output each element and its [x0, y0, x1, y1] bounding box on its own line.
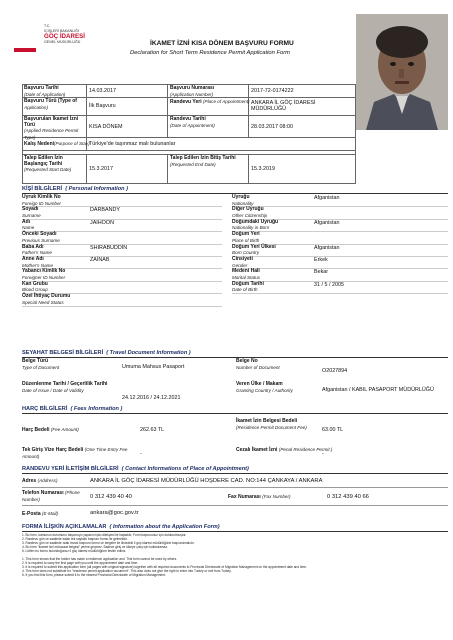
- issuer-value: Afganistan / KABIL PASAPORT MÜDÜRLÜĞÜ: [322, 387, 434, 393]
- issue-date-value: 24.12.2016 / 24.12.2021: [122, 395, 181, 401]
- start-date-label: Talep Edilen İzin Başlangıç Tarihi (Requested Start Date): [24, 155, 72, 173]
- note-line: 1. Bu form, kamunun durumunu başvuruyu yapanın işbu dilekçesi ile başlatılır. Form başvurunuz için doldurulmuştur.: [22, 533, 187, 537]
- notes-section-title: FORMA İLİŞKİN AÇIKLAMALAR ( Information about the Application Form): [22, 524, 220, 530]
- info-row-value: Afganistan: [314, 219, 340, 226]
- doc-type-label: Belge Türü Type of Document: [22, 358, 60, 370]
- info-row-label: Diğer Uyruğu Other Citizenship: [232, 206, 268, 218]
- note-line: 2. Randevu gün ve saatinde kalan tek sayfalık başvuru formu ile gelmelidir.: [22, 537, 128, 541]
- note-line: 3. It is required to submit this application form (all pages with original signature) together with all required documents to Provincial Directorate of Migration Management on the appointment date and time.: [22, 565, 307, 569]
- penalty-label: Cezalı İkamet İzni (Penal Residence Permit ): [236, 447, 333, 453]
- info-row-value: JAIHOON: [90, 219, 114, 226]
- info-row: [232, 195, 448, 207]
- card-fee-label: İkamet İzin Belgesi Bedeli (Residence Permit Document Fee): [236, 418, 307, 430]
- info-row-value: Erkek: [314, 256, 328, 263]
- info-row: [232, 207, 448, 219]
- appointment-date-label: Randevu Tarihi (Date of Appointment): [170, 116, 215, 128]
- note-line: 4. Bu form "ikamet izni müracaat belgesi" yerine geçmez. Sadece giriş ve ülkeye çıkış için kullanılamaz.: [22, 545, 168, 549]
- info-row-value: ZAİNAB: [90, 256, 110, 263]
- note-line: 1. This form shows that the holder has made a residence application and. This form cannot be used by others.: [22, 557, 178, 561]
- fax-label: Fax Numarası (Fax Number): [228, 494, 291, 500]
- email-value: ankara@goc.gov.tr: [90, 510, 139, 516]
- crescent-star-logo-icon: [8, 18, 42, 58]
- fax-value: 0 312 439 40 66: [327, 494, 369, 500]
- purpose-label: Kalış Nedeni(Purpose of Stay): [24, 141, 90, 147]
- issuer-label: Veren Ülke / Makam Granting Country / Authority: [236, 381, 293, 393]
- info-row-label: Medeni Hali Marital Status: [232, 268, 261, 280]
- doc-type-value: Umuma Mahsus Pasaport: [122, 364, 185, 370]
- penalty-value: -: [322, 451, 324, 457]
- page-subtitle: Declaration for Short Term Residence Permit Application Form: [130, 50, 291, 56]
- info-row-label: Doğum Yeri Ülkesi Born Country: [232, 243, 276, 256]
- fee-amount-value: 262.63 TL: [140, 427, 165, 433]
- info-row: [232, 269, 448, 281]
- application-type-value: İlk Başvuru: [89, 103, 116, 109]
- logo-line-2: İÇİŞLERİ BAKANLIĞI: [44, 28, 79, 33]
- info-row: [232, 220, 448, 232]
- info-row: [232, 257, 448, 269]
- logo-line-3: GÖÇ İDARESİ: [44, 33, 85, 41]
- info-row-label: Yabancı Kimlik No Foreigner ID Number: [22, 268, 66, 280]
- info-row-label: Uyruk Kimlik No Foreign ID Number: [22, 194, 62, 206]
- info-row-value: 31 / 5 / 2005: [314, 281, 344, 288]
- info-row-label: Kan Grubu Blood Group: [22, 280, 48, 293]
- info-row-value: SHIRABUDDİN: [90, 244, 128, 251]
- email-label: E-Posta (E-Mail): [22, 511, 59, 517]
- visa-fee-label: Tek Giriş Vize Harç Bedeli (One Time Entry Fee Amount): [22, 447, 128, 459]
- end-date-label: Talep Edilen İzin Bitiş Tarihi (Requested End Date): [170, 155, 236, 167]
- note-line: 5. If you find this form, please submit it to the nearest Provincial Directorate of Migration Management.: [22, 573, 166, 577]
- info-row: [22, 294, 222, 306]
- info-row-label: Özel İhtiyaç Durumu Special Need Status: [22, 293, 71, 305]
- permit-type-value: KISA DÖNEM: [89, 124, 123, 130]
- note-line: 3. Randevu gün ve saatinde ıslak imzalı başvuru formu ve belgeler ile ilinizdeki il göç idaresi müdürlüğüne başvurulmalıdır.: [22, 541, 195, 545]
- appointment-date-value: 28.03.2017 08:00: [251, 124, 293, 130]
- application-number-label: Başvuru Numarası (Application Number): [170, 85, 215, 97]
- info-row: [232, 245, 448, 257]
- address-label: Adres (Address): [22, 478, 58, 484]
- info-row: [22, 245, 222, 257]
- info-row-label: Soyadı Surname: [22, 206, 41, 218]
- info-row: [22, 232, 222, 244]
- info-row-label: Önceki Soyadı Previous Surname: [22, 231, 60, 243]
- fee-amount-label: Harç Bedeli (Fee Amount): [22, 427, 79, 433]
- note-line: 2. It is required to carry the first page with you until the appointment date and time.: [22, 561, 139, 565]
- logo-line-4: GENEL MÜDÜRLÜĞÜ: [44, 40, 81, 45]
- visa-fee-value: -: [140, 451, 142, 457]
- info-row-label: Doğum Tarihi Date of Birth: [232, 280, 264, 293]
- info-row: [22, 207, 222, 219]
- info-row: [22, 195, 222, 207]
- info-row: [232, 232, 448, 244]
- start-date-value: 15.3.2017: [89, 166, 113, 172]
- contact-section-title: RANDEVU YERİ İLETİŞİM BİLGİLERİ ( Contact Informations of Place of Appointment): [22, 466, 249, 472]
- page-title: İKAMET İZNİ KISA DÖNEM BAŞVURU FORMU: [150, 40, 294, 47]
- doc-number-value: O2027894: [322, 368, 348, 374]
- purpose-value: Türkiye'de taşınmaz malı bulunanlar: [89, 141, 176, 147]
- appointment-place-value: ANKARA İL GÖÇ İDARESİ MÜDÜRLÜĞÜ: [251, 100, 316, 112]
- info-row-label: Doğum Yeri Place of Birth: [232, 231, 260, 243]
- appointment-place-label: Randevu Yeri (Place of Appointment): [170, 99, 250, 105]
- address-value: ANKARA İL GÖÇ İDARESİ MÜDÜRLÜĞÜ HOŞDERE CAD. NO:144 ÇANKAYA / ANKARA: [90, 478, 323, 484]
- end-date-value: 15.3.2019: [251, 166, 275, 172]
- doc-number-label: Belge No Number of Document: [236, 358, 280, 370]
- note-line: 5. Lütfen bu formu bulunduğunuz il göç idaresi müdürlüğüne teslim ediniz.: [22, 549, 127, 553]
- info-row-label: Doğumdaki Uyruğu Nationality in Born: [232, 218, 279, 231]
- logo: [8, 14, 88, 66]
- application-type-label: Başvuru Türü (Type of Application): [24, 98, 77, 110]
- permit-type-label: Başvurulan İkamet İzni Türü (Applied Residence Permit Type): [24, 116, 79, 140]
- info-row-value: DARBANDY: [90, 207, 120, 214]
- info-row-value: Bekar: [314, 269, 329, 276]
- applicant-photo: [356, 14, 448, 130]
- travel-section-title: SEYAHAT BELGESİ BİLGİLERİ ( Travel Document Information ): [22, 350, 191, 356]
- application-date-label: Başvuru Tarihi (Date of Application): [24, 85, 66, 97]
- info-row: [22, 269, 222, 281]
- phone-value: 0 312 439 40 40: [90, 494, 132, 500]
- info-row-label: Anne Adı Mother's Name: [22, 255, 54, 268]
- logo-line-1: T.C.: [44, 24, 51, 28]
- info-row: [232, 282, 448, 294]
- personal-section-title: KİŞİ BİLGİLERİ ( Personal Information ): [22, 186, 128, 192]
- fees-section-title: HARÇ BİLGİLERİ ( Fees Information ): [22, 406, 123, 412]
- phone-label: Telefon Numarası (Phone Number): [22, 490, 80, 502]
- info-row-label: Uyruğu Nationality: [232, 194, 254, 206]
- info-row-value: Afganistan: [314, 244, 340, 251]
- info-row-value: Afganistan: [314, 195, 340, 201]
- notes-turkish: [22, 533, 448, 553]
- issue-date-label: Düzenlenme Tarihi / Geçerlilik Tarihi Date of Issue / Date of Validity: [22, 381, 108, 393]
- note-line: 4. This form does not substitute for "residence permit application document". This also does not give the right to enter into Turkey or exit from Turkey.: [22, 569, 232, 573]
- notes-english: [22, 557, 448, 577]
- info-row-label: Cinsiyeti Gender: [232, 255, 253, 268]
- info-row-label: Adı Name: [22, 218, 35, 231]
- application-number-value: 2017-72-0174222: [251, 88, 294, 94]
- info-row-label: Baba Adı Father's Name: [22, 243, 52, 256]
- application-date-value: 14.03.2017: [89, 88, 116, 94]
- card-fee-value: 63.00 TL: [322, 427, 344, 433]
